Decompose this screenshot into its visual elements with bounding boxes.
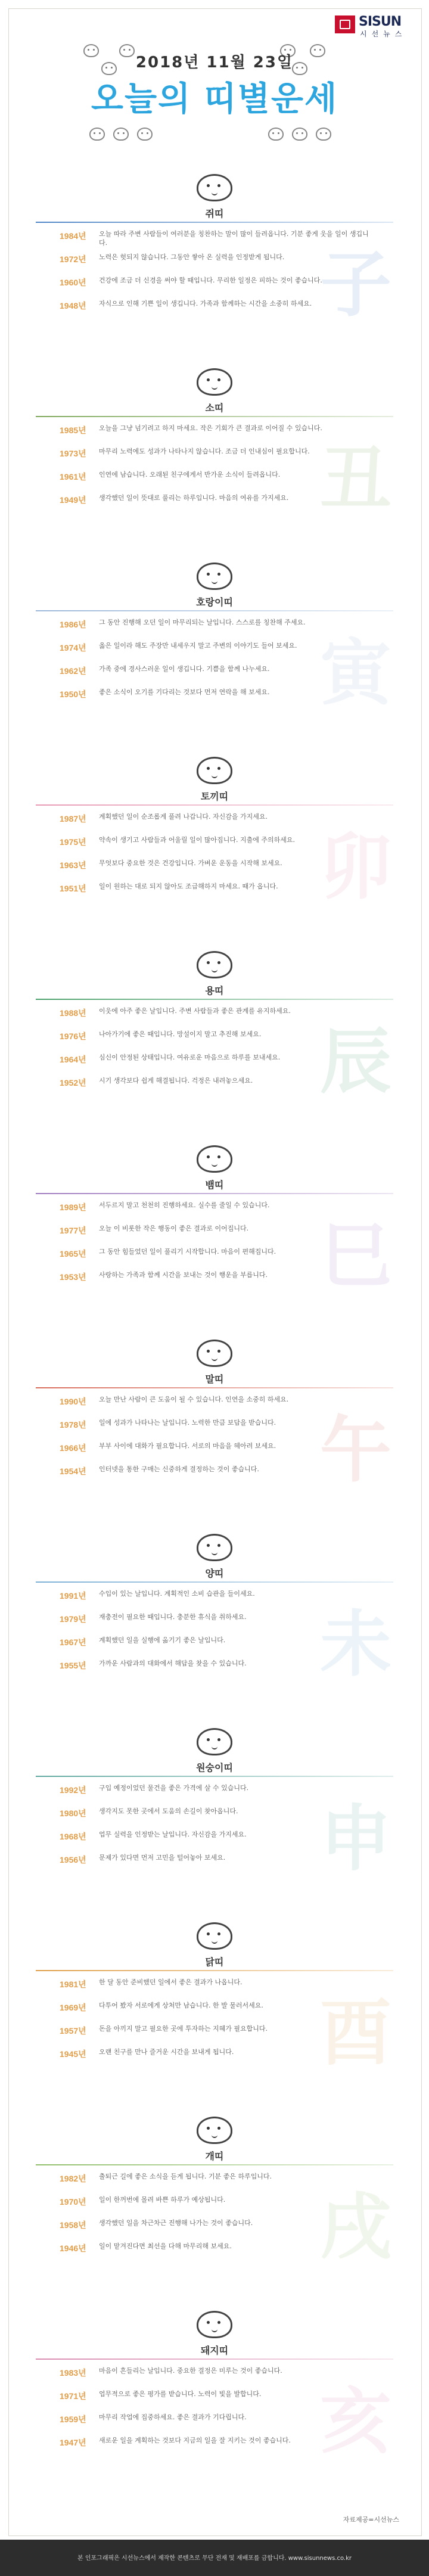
fortune-row	[60, 493, 393, 516]
zodiac-section	[24, 1340, 405, 1518]
hanja-watermark: 卯	[320, 825, 391, 909]
birth-year: 1962년	[60, 666, 86, 676]
fortune-text: 심신이 안정된 상태입니다. 여유로운 마음으로 하루를 보내세요.	[99, 1054, 281, 1061]
birth-year: 1968년	[60, 1832, 86, 1841]
birth-year: 1988년	[60, 1008, 86, 1018]
rat-icon	[197, 174, 232, 201]
zodiac-name: 토끼띠	[200, 791, 229, 802]
source-note: 자료제공=시선뉴스	[343, 2516, 399, 2524]
logo-name: SISUN	[359, 14, 402, 29]
fortune-row	[60, 2195, 393, 2218]
fortune-text: 노력은 헛되지 않습니다. 그동안 쌓아 온 실력을 인정받게 됩니다.	[99, 253, 285, 261]
section-divider	[36, 999, 393, 1000]
fortune-text: 새로운 일을 계획하는 것보다 지금의 일을 잘 지키는 것이 좋습니다.	[99, 2437, 291, 2444]
fortune-text: 부부 사이에 대화가 필요합니다. 서로의 마음을 헤아려 보세요.	[99, 1442, 276, 1450]
fortune-row	[60, 299, 393, 322]
birth-year: 1966년	[60, 1443, 86, 1453]
birth-year: 1974년	[60, 643, 86, 652]
fortune-text: 생각했던 일을 차근차근 진행해 나가는 것이 좋습니다.	[99, 2219, 253, 2227]
footer-bar	[0, 2540, 429, 2576]
fortune-text: 생각지도 못한 곳에서 도움의 손길이 찾아옵니다.	[99, 1807, 238, 1815]
fortune-row	[60, 1029, 393, 1052]
fortune-text: 생각했던 일이 뜻대로 풀리는 하루입니다. 마음의 여유를 가지세요.	[99, 494, 289, 502]
fortune-text: 오늘을 그냥 넘기려고 하지 마세요. 작은 기회가 큰 결과로 이어질 수 있습니다.	[99, 424, 322, 432]
fortune-list	[60, 617, 393, 710]
sisun-news-logo[interactable]	[335, 13, 414, 37]
birth-year: 1985년	[60, 425, 86, 435]
section-divider	[36, 222, 393, 223]
sheep-icon	[197, 1534, 232, 1561]
fortune-text: 오늘 이 비롯한 작은 행동이 좋은 결과로 이어집니다.	[99, 1225, 249, 1232]
hanja-watermark: 戌	[320, 2185, 391, 2269]
birth-year: 1987년	[60, 814, 86, 824]
fortune-text: 일이 한꺼번에 몰려 바쁜 하루가 예상됩니다.	[99, 2196, 226, 2204]
section-divider	[36, 1387, 393, 1388]
fortune-text: 오늘 따라 주변 사람들이 여러분을 칭찬하는 말이 많이 들려옵니다. 기분 좋게 웃을 일이 생깁니다.	[99, 230, 369, 247]
section-divider	[36, 1581, 393, 1583]
fortune-row	[60, 1418, 393, 1441]
dog-icon	[197, 2117, 232, 2144]
zodiac-name: 양띠	[205, 1568, 224, 1579]
fortune-row	[60, 1247, 393, 1270]
zodiac-name: 쥐띠	[205, 208, 224, 219]
fortune-text: 가족 중에 경사스러운 일이 생깁니다. 기쁨을 함께 나누세요.	[99, 665, 270, 673]
birth-year: 1976년	[60, 1031, 86, 1041]
section-divider	[36, 1970, 393, 1971]
fortune-text: 마무리 노력에도 성과가 나타나지 않습니다. 조금 더 인내심이 필요합니다.	[99, 448, 310, 455]
fortune-text: 재충전이 필요한 때입니다. 충분한 휴식을 취하세요.	[99, 1613, 247, 1621]
fortune-text: 가까운 사람과의 대화에서 해답을 찾을 수 있습니다.	[99, 1660, 247, 1667]
tiger-icon	[197, 563, 232, 590]
birth-year: 1949년	[60, 495, 86, 505]
hanja-watermark: 丑	[320, 437, 391, 521]
fortune-text: 출퇴근 길에 좋은 소식을 듣게 됩니다. 기분 좋은 하루입니다.	[99, 2173, 272, 2180]
zodiac-name: 호랑이띠	[196, 596, 233, 608]
fortune-text: 이웃에 아주 좋은 날입니다. 주변 사람들과 좋은 관계를 유지하세요.	[99, 1007, 291, 1015]
fortune-text: 수입이 있는 날입니다. 계획적인 소비 습관을 들이세요.	[99, 1590, 255, 1598]
fortune-list	[60, 423, 393, 516]
zodiac-name: 뱀띠	[205, 1179, 224, 1191]
fortune-text: 자식으로 인해 기쁜 일이 생깁니다. 가족과 함께하는 시간을 소중히 하세요.	[99, 300, 312, 307]
fortune-row	[60, 617, 393, 641]
hanja-watermark: 寅	[320, 631, 391, 715]
birth-year: 1984년	[60, 231, 86, 241]
fortune-row	[60, 2241, 393, 2264]
zodiac-name: 용띠	[205, 985, 224, 996]
zodiac-section	[24, 951, 405, 1130]
fortune-row	[60, 1829, 393, 1853]
zodiac-name: 개띠	[205, 2151, 224, 2162]
hanja-watermark: 午	[320, 1408, 391, 1492]
birth-year: 1981년	[60, 1980, 86, 1989]
birth-year: 1956년	[60, 1855, 86, 1865]
birth-year: 1947년	[60, 2438, 86, 2447]
fortune-row	[60, 2047, 393, 2070]
birth-year: 1967년	[60, 1637, 86, 1647]
fortune-text: 그 동안 힘들었던 일이 풀리기 시작합니다. 마음이 편해집니다.	[99, 1248, 276, 1256]
rooster-icon	[197, 1922, 232, 1950]
birth-year: 1958년	[60, 2220, 86, 2230]
fortune-list	[60, 1200, 393, 1293]
fortune-row	[60, 275, 393, 299]
birth-year: 1980년	[60, 1809, 86, 1818]
birth-year: 1982년	[60, 2174, 86, 2183]
rooster-icon	[268, 128, 284, 141]
fortune-row	[60, 1270, 393, 1293]
fortune-row	[60, 2412, 393, 2435]
sheep-icon	[113, 128, 129, 141]
birth-year: 1978년	[60, 1420, 86, 1430]
birth-year: 1960년	[60, 278, 86, 287]
hanja-watermark: 亥	[320, 2379, 391, 2463]
fortune-text: 약속이 생기고 사람들과 어울릴 일이 많아집니다. 지출에 주의하세요.	[99, 836, 295, 844]
fortune-row	[60, 687, 393, 710]
logo-mark-icon	[335, 15, 355, 33]
birth-year: 1965년	[60, 1249, 86, 1259]
zodiac-section	[24, 757, 405, 936]
section-divider	[36, 2359, 393, 2360]
fortune-text: 한 달 동안 준비했던 일에서 좋은 결과가 나옵니다.	[99, 1978, 243, 1986]
rabbit-icon	[197, 757, 232, 784]
fortune-row	[60, 2366, 393, 2389]
fortune-row	[60, 423, 393, 446]
birth-year: 1945년	[60, 2049, 86, 2059]
fortune-list	[60, 229, 393, 322]
zodiac-section	[24, 1728, 405, 1907]
birth-year: 1952년	[60, 1078, 86, 1087]
fortune-list	[60, 2171, 393, 2264]
fortune-row	[60, 1394, 393, 1418]
zodiac-name: 닭띠	[205, 1956, 224, 1968]
fortune-row	[60, 252, 393, 275]
fortune-row	[60, 881, 393, 905]
fortune-row	[60, 641, 393, 664]
fortune-list	[60, 2366, 393, 2459]
fortune-row	[60, 858, 393, 881]
zodiac-section	[24, 2117, 405, 2295]
birth-year: 1992년	[60, 1785, 86, 1795]
birth-year: 1954년	[60, 1466, 86, 1476]
fortune-list	[60, 812, 393, 905]
fortune-row	[60, 835, 393, 858]
fortune-text: 나아가기에 좋은 때입니다. 망설이지 말고 추진해 보세요.	[99, 1030, 262, 1038]
zodiac-section	[24, 1145, 405, 1324]
birth-year: 1971년	[60, 2391, 86, 2401]
zodiac-section	[24, 1534, 405, 1713]
section-divider	[36, 416, 393, 417]
page-date: 2018년 11월 23일	[135, 54, 294, 72]
fortune-row	[60, 2218, 393, 2241]
zodiac-section	[24, 563, 405, 741]
birth-year: 1975년	[60, 837, 86, 847]
fortune-text: 일이 원하는 대로 되지 않아도 조급해하지 마세요. 때가 옵니다.	[99, 883, 278, 890]
fortune-text: 업무 실력을 인정받는 날입니다. 자신감을 가지세요.	[99, 1831, 247, 1838]
birth-year: 1946년	[60, 2243, 86, 2253]
birth-year: 1986년	[60, 620, 86, 629]
pig-icon	[197, 2311, 232, 2338]
fortune-text: 업무적으로 좋은 평가를 받습니다. 노력이 빛을 발합니다.	[99, 2390, 262, 2398]
fortune-row	[60, 2024, 393, 2047]
fortune-row	[60, 2389, 393, 2412]
birth-year: 1977년	[60, 1226, 86, 1235]
fortune-text: 오늘 만난 사람이 큰 도움이 될 수 있습니다. 인연을 소중히 하세요.	[99, 1396, 289, 1403]
fortune-row	[60, 2435, 393, 2459]
monkey-icon	[137, 128, 153, 141]
fortune-list	[60, 1783, 393, 1876]
zodiac-name: 소띠	[205, 402, 224, 414]
birth-year: 1990년	[60, 1397, 86, 1406]
fortune-list	[60, 1589, 393, 1682]
fortune-text: 인연에 남습니다. 오래된 친구에게서 반가운 소식이 들려옵니다.	[99, 471, 281, 478]
fortune-row	[60, 446, 393, 470]
fortune-row	[60, 1589, 393, 1612]
birth-year: 1957년	[60, 2026, 86, 2036]
hanja-watermark: 子	[320, 243, 391, 327]
birth-year: 1948년	[60, 301, 86, 310]
birth-year: 1970년	[60, 2197, 86, 2207]
fortune-row	[60, 1076, 393, 1099]
birth-year: 1991년	[60, 1591, 86, 1601]
birth-year: 1983년	[60, 2368, 86, 2378]
birth-year: 1959년	[60, 2415, 86, 2424]
hanja-watermark: 未	[320, 1602, 391, 1686]
birth-year: 1989년	[60, 1202, 86, 1212]
section-divider	[36, 2164, 393, 2165]
dog-icon	[292, 128, 307, 141]
fortune-row	[60, 1853, 393, 1876]
fortune-text: 인터넷을 통한 구매는 신중하게 결정하는 것이 좋습니다.	[99, 1465, 259, 1473]
fortune-text: 마음이 흔들리는 날입니다. 중요한 결정은 미루는 것이 좋습니다.	[99, 2367, 282, 2375]
birth-year: 1963년	[60, 860, 86, 870]
birth-year: 1950년	[60, 689, 86, 699]
hanja-watermark: 申	[320, 1797, 391, 1881]
fortune-text: 무엇보다 중요한 것은 건강입니다. 가벼운 운동을 시작해 보세요.	[99, 859, 282, 867]
fortune-row	[60, 664, 393, 687]
fortune-text: 다투어 봤자 서로에게 상처만 남습니다. 한 발 물러서세요.	[99, 2002, 263, 2009]
fortune-row	[60, 2171, 393, 2195]
page-title: 오늘의 띠별운세	[91, 80, 338, 119]
fortune-text: 계획했던 일을 실행에 옮기기 좋은 날입니다.	[99, 1636, 226, 1644]
section-divider	[36, 610, 393, 611]
fortune-row	[60, 1052, 393, 1076]
fortune-text: 좋은 소식이 오기를 기다리는 것보다 먼저 연락을 해 보세요.	[99, 688, 270, 696]
fortune-row	[60, 1612, 393, 1635]
hanja-watermark: 辰	[320, 1020, 391, 1104]
fortune-list	[60, 1977, 393, 2070]
footer-text: 본 인포그래픽은 시선뉴스에서 제작한 콘텐츠로 무단 전재 및 재배포를 금합니다. www.sisunnews.co.kr	[77, 2555, 352, 2562]
fortune-text: 옳은 일이라 해도 주장만 내세우지 말고 주변의 이야기도 들어 보세요.	[99, 642, 297, 650]
fortune-text: 서두르지 말고 천천히 진행하세요. 실수를 줄일 수 있습니다.	[99, 1201, 270, 1209]
fortune-row	[60, 2000, 393, 2024]
fortune-row	[60, 1635, 393, 1658]
fortune-text: 계획했던 일이 순조롭게 풀려 나갑니다. 자신감을 가지세요.	[99, 813, 268, 821]
zodiac-section	[24, 1922, 405, 2101]
logo-sub: 시선뉴스	[360, 30, 407, 38]
zodiac-section	[24, 2311, 405, 2490]
section-divider	[36, 804, 393, 806]
birth-year: 1973년	[60, 449, 86, 458]
fortune-text: 일이 맡겨진다면 최선을 다해 마무리해 보세요.	[99, 2242, 232, 2250]
hanja-watermark: 巳	[320, 1214, 391, 1298]
fortune-row	[60, 470, 393, 493]
fortune-text: 시기 생각보다 쉽게 해결됩니다. 걱정은 내려놓으세요.	[99, 1077, 253, 1085]
horse-icon	[197, 1340, 232, 1367]
birth-year: 1969년	[60, 2003, 86, 2012]
horse-icon	[89, 128, 105, 141]
fortune-row	[60, 1441, 393, 1464]
fortune-text: 문제가 있다면 먼저 고민을 털어놓아 보세요.	[99, 1854, 226, 1862]
fortune-row	[60, 1977, 393, 2000]
fortune-row	[60, 1464, 393, 1487]
fortune-list	[60, 1394, 393, 1487]
birth-year: 1979년	[60, 1614, 86, 1624]
fortune-text: 구입 예정이었던 물건을 좋은 가격에 살 수 있습니다.	[99, 1784, 249, 1792]
fortune-text: 사랑하는 가족과 함께 시간을 보내는 것이 행운을 부릅니다.	[99, 1271, 268, 1279]
fortune-row	[60, 1006, 393, 1029]
monkey-icon	[197, 1728, 232, 1755]
fortune-text: 건강에 조금 더 신경을 써야 할 때입니다. 무리한 일정은 피하는 것이 좋습니다.	[99, 276, 322, 284]
fortune-row	[60, 1783, 393, 1806]
fortune-row	[60, 1223, 393, 1247]
pig-icon	[316, 128, 331, 141]
hanja-watermark: 酉	[320, 1991, 391, 2075]
fortune-text: 돈을 아끼지 말고 필요한 곳에 투자하는 지혜가 필요합니다.	[99, 2025, 268, 2033]
fortune-text: 일에 성과가 나타나는 날입니다. 노력한 만큼 보답을 받습니다.	[99, 1419, 276, 1427]
zodiac-section	[24, 174, 405, 353]
fortune-text: 그 동안 진행해 오던 일이 마무리되는 날입니다. 스스로를 칭찬해 주세요.	[99, 619, 306, 626]
birth-year: 1961년	[60, 472, 86, 481]
birth-year: 1951년	[60, 884, 86, 893]
fortune-row	[60, 1658, 393, 1682]
zodiac-name: 돼지띠	[200, 2345, 229, 2356]
birth-year: 1972년	[60, 254, 86, 264]
snake-icon	[197, 1145, 232, 1173]
fortune-row	[60, 1806, 393, 1829]
fortune-text: 오랜 친구를 만나 즐거운 시간을 보내게 됩니다.	[99, 2048, 234, 2056]
zodiac-name: 원숭이띠	[196, 1762, 233, 1773]
birth-year: 1964년	[60, 1055, 86, 1064]
dragon-icon	[197, 951, 232, 978]
fortune-row	[60, 229, 393, 252]
section-divider	[36, 1193, 393, 1194]
fortune-list	[60, 1006, 393, 1099]
fortune-row	[60, 812, 393, 835]
section-divider	[36, 1776, 393, 1777]
birth-year: 1953년	[60, 1272, 86, 1282]
zodiac-section	[24, 368, 405, 547]
fortune-text: 마무리 작업에 집중하세요. 좋은 결과가 기다립니다.	[99, 2413, 247, 2421]
zodiac-name: 말띠	[205, 1374, 224, 1385]
fortune-row	[60, 1200, 393, 1223]
birth-year: 1955년	[60, 1661, 86, 1670]
ox-icon	[197, 368, 232, 396]
